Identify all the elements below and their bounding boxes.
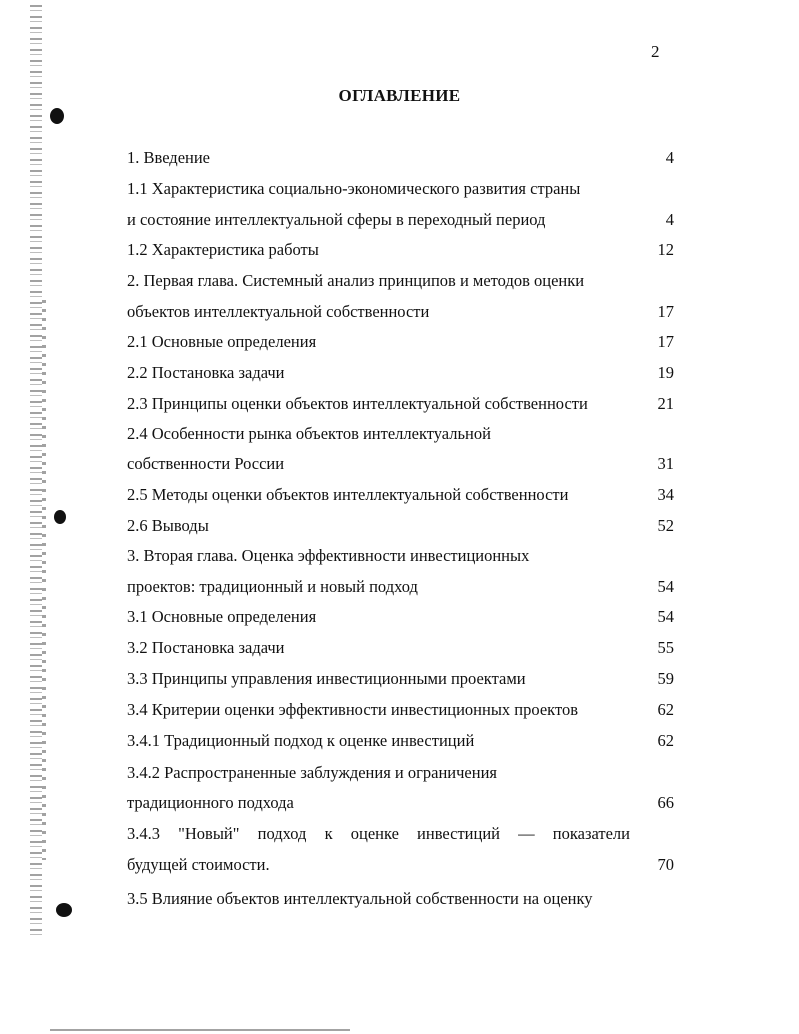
toc-entry-text: 3. Вторая глава. Оценка эффективности инвестиционных	[127, 546, 530, 565]
toc-entry-page: 34	[657, 485, 674, 504]
toc-entry-page: 54	[657, 607, 674, 626]
toc-entry-text: 2.3 Принципы оценки объектов интеллектуальной собственности	[127, 394, 588, 413]
toc-entry-text: 3.3 Принципы управления инвестиционными проектами	[127, 669, 526, 688]
toc-entry-text: 2.5 Методы оценки объектов интеллектуальной собственности	[127, 485, 569, 504]
toc-entry-text: будущей стоимости.	[127, 855, 270, 874]
toc-entry-text: и состояние интеллектуальной сферы в переходный период	[127, 210, 546, 229]
toc-entry-text: объектов интеллектуальной собственности	[127, 302, 430, 321]
toc-entry-page: 19	[657, 363, 674, 382]
toc-entry-text: собственности России	[127, 454, 285, 473]
toc-entry-text: 1. Введение	[127, 148, 211, 167]
toc-entry-text: 2.2 Постановка задачи	[127, 363, 285, 382]
toc-entry-text: 3.2 Постановка задачи	[127, 638, 285, 657]
toc-entry-text: 2.4 Особенности рынка объектов интеллектуальной	[127, 424, 491, 443]
toc-entry-text: 2. Первая глава. Системный анализ принципов и методов оценки	[127, 271, 585, 290]
toc-entry-text: проектов: традиционный и новый подход	[127, 577, 418, 596]
toc-entry-text: 3.5 Влияние объектов интеллектуальной собственности на оценку	[127, 889, 593, 908]
toc-entry-text: 3.4.3 "Новый" подход к оценке инвестиций — показатели	[127, 824, 630, 843]
toc-entry-page: 54	[657, 577, 674, 596]
toc-entry-page: 17	[657, 302, 674, 321]
toc-entry-page: 21	[657, 394, 674, 413]
toc-entry-page: 70	[657, 855, 674, 874]
scan-artifact-line	[50, 1029, 350, 1031]
toc-entry-page: 17	[657, 332, 674, 351]
toc-entry-text: 3.4.2 Распространенные заблуждения и ограничения	[127, 763, 498, 782]
toc-entry-page: 4	[665, 148, 674, 167]
toc-entry-text: 3.4.1 Традиционный подход к оценке инвестиций	[127, 731, 475, 750]
toc-entry-page: 4	[665, 210, 674, 229]
toc-entry-page: 66	[657, 793, 674, 812]
toc-entry-text: 1.2 Характеристика работы	[127, 240, 319, 259]
toc-entry-page: 12	[657, 240, 674, 259]
toc-entry-text: 2.1 Основные определения	[127, 332, 317, 351]
toc-entry-page: 31	[657, 454, 674, 473]
toc-entry-text: традиционного подхода	[127, 793, 294, 812]
toc-entry-text: 3.4 Критерии оценки эффективности инвестиционных проектов	[127, 700, 578, 719]
toc-entry-text: 3.1 Основные определения	[127, 607, 317, 626]
toc-entry-text: 1.1 Характеристика социально-экономического развития страны	[127, 179, 581, 198]
toc-entry-page: 62	[657, 731, 674, 750]
toc-entry-page: 55	[657, 638, 674, 657]
page-title: ОГЛАВЛЕНИЕ	[338, 86, 461, 105]
toc-entry-page: 59	[657, 669, 674, 688]
toc-entry-page: 62	[657, 700, 674, 719]
toc-entry-page: 52	[657, 516, 674, 535]
page-number: 2	[651, 42, 660, 61]
toc-entry-text: 2.6 Выводы	[127, 516, 209, 535]
